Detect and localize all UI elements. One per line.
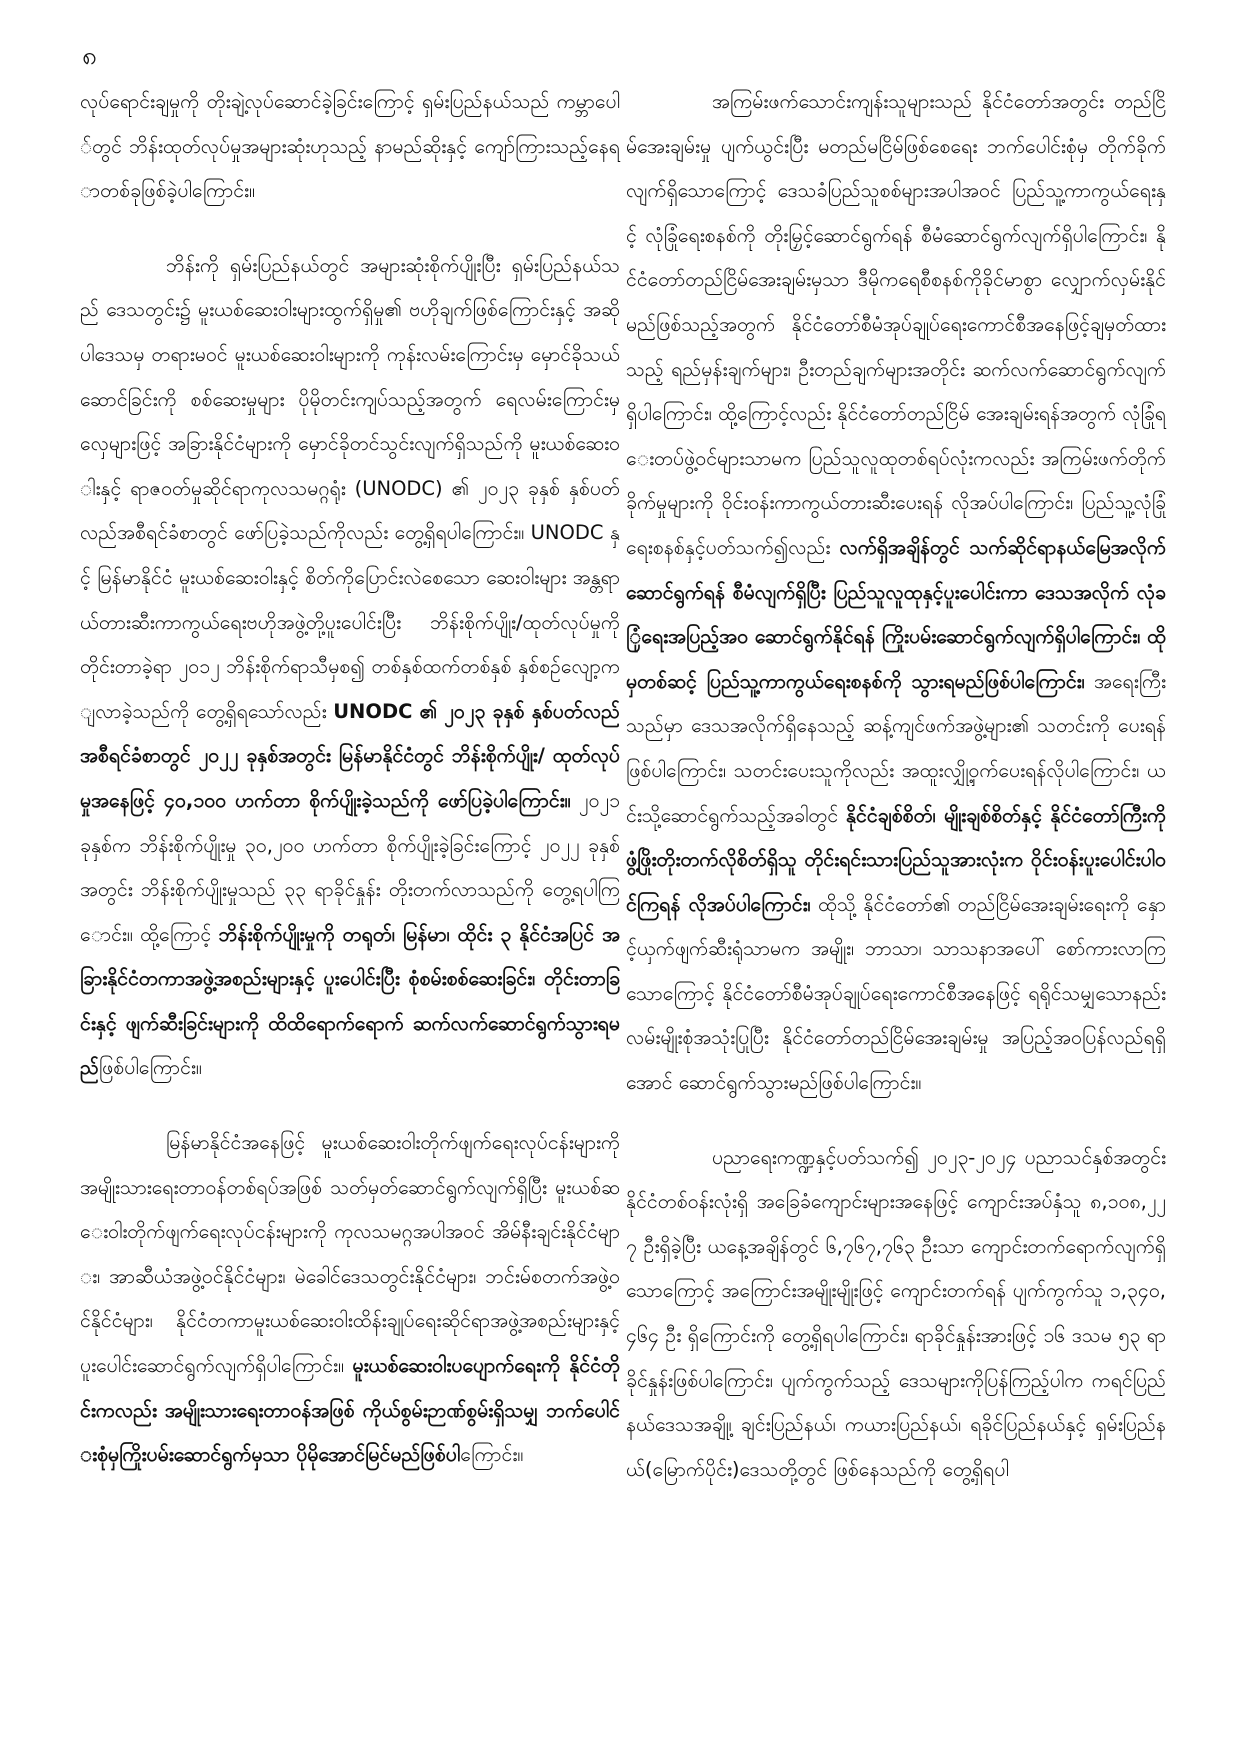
text-run: ဖြစ်ပါကြောင်း။ <box>98 1056 202 1080</box>
text-run: ဘိန်းကို ရှမ်းပြည်နယ်တွင် အများဆုံးစိုက်ပျိုးပြီး ရှမ်းပြည်နယ်သည် ဒေသတွင်း၌ မူးယစ်ဆေးဝါးများထွက်ရှိမှု၏ ဗဟိုချက်ဖြစ်ကြောင်းနှင့် အဆိုပါဒေသမှ တရားမဝင် မူးယစ်ဆေးဝါးများကို ကုန်းလမ်းကြောင်းမှ မှောင်ခိုသယ်ဆောင်ခြင်းကို စစ်ဆေးမှုများ ပိုမိုတင်းကျပ်သည့်အတွက် ရေလမ်းကြောင်းမှ လှေများဖြင့် အခြားနိုင်ငံများကို မှောင်ခိုတင်သွင်းလျက်ရှိသည်ကို မူးယစ်ဆေးဝါးနှင့် ရာဇဝတ်မှုဆိုင်ရာကုလသမဂ္ဂရုံး (UNODC) ၏ ၂၀၂၃ ခုနှစ် နှစ်ပတ်လည်အစီရင်ခံစာတွင် ဖော်ပြခဲ့သည်ကိုလည်း တွေ့ရှိရပါကြောင်း။ UNODC နှင့် မြန်မာနိုင်ငံ မူးယစ်ဆေးဝါးနှင့် စိတ်ကိုပြောင်းလဲစေသော ဆေးဝါးများ အန္တရာယ်တားဆီးကာကွယ်ရေးဗဟိုအဖွဲ့တို့ပူးပေါင်းပြီး ဘိန်းစိုက်ပျိုး/ထုတ်လုပ်မှုကို တိုင်းတာခဲ့ရာ ၂၀၁၂ ဘိန်းစိုက်ရာသီမှစ၍ တစ်နှစ်ထက်တစ်နှစ် နှစ်စဉ်လျော့ကျလာခဲ့သည်ကို တွေ့ရှိရသော်လည်း <box>80 253 620 723</box>
left-para-1 <box>80 80 620 214</box>
text-run: ၂၀၂၁ ခုနှစ်က ဘိန်းစိုက်ပျိုးမှု ၃၀,၂၀၀ ဟက်တာ စိုက်ပျိုးခဲ့ခြင်းကြောင့် ၂၀၂၂ ခုနှစ်အတွင်း ဘိန်းစိုက်ပျိုးမှုသည် ၃၃ ရာခိုင်နှုန်း တိုးတက်လာသည်ကို တွေ့ရပါကြောင်း။ ထို့ကြောင့် <box>80 788 620 946</box>
text-run-bold: မူးယစ်ဆေးဝါးပပျောက်ရေးကို နိုင်ငံတိုင်းကလည်း အမျိုးသားရေးတာဝန်အဖြစ် ကိုယ်စွမ်းဉာဏ်စွမ်းရှိသမျှ ဘက်ပေါင်းစုံမှကြိုးပမ်းဆောင်ရွက်မှသာ ပိုမိုအောင်မြင်မည်ဖြစ်ပါ <box>80 1354 621 1467</box>
right-para-2 <box>626 1136 1166 1493</box>
text-run-bold: UNODC ၏ ၂၀၂၃ ခုနှစ် နှစ်ပတ်လည်အစီရင်ခံစာတွင် ၂၀၂၂ ခုနှစ်အတွင်း မြန်မာနိုင်ငံတွင် ဘိန်းစိုက်ပျိုး/ ထုတ်လုပ်မှုအနေဖြင့် ၄၀,၁၀၀ ဟက်တာ စိုက်ပျိုးခဲ့သည်ကို ဖော်ပြခဲ့ပါကြောင်း။ <box>80 699 620 812</box>
text-run-bold: လက်ရှိအချိန်တွင် သက်ဆိုင်ရာနယ်မြေအလိုက်ဆောင်ရွက်ရန် စီမံလျက်ရှိပြီး ပြည်သူလူထုနှင့်ပူးပေါင်းကာ ဒေသအလိုက် လုံခြုံရေးအပြည့်အဝ ဆောင်ရွက်နိုင်ရန် ကြိုးပမ်းဆောင်ရွက်လျက်ရှိပါကြောင်း၊ ထိုမှတစ်ဆင့် ပြည်သူ့ကာကွယ်ရေးစနစ်ကို သွားရမည်ဖြစ်ပါကြောင်း၊ <box>626 535 1166 693</box>
right-column <box>626 80 1166 1492</box>
text-run: လုပ်ရောင်းချမှုကို တိုးချဲ့လုပ်ဆောင်ခဲ့ခြင်းကြောင့် ရှမ်းပြည်နယ်သည် ကမ္ဘာပေါ်တွင် ဘိန်းထုတ်လုပ်မှုအများဆုံးဟုသည့် နာမည်ဆိုးနှင့် ကျော်ကြားသည့်နေရာတစ်ခုဖြစ်ခဲ့ပါကြောင်း။ <box>80 90 620 203</box>
text-run: ကြောင်း။ <box>460 1443 524 1467</box>
text-run: အကြမ်းဖက်သောင်းကျန်းသူများသည် နိုင်ငံတော်အတွင်း တည်ငြိမ်အေးချမ်းမှု ပျက်ယွင်းပြီး မတည်မငြိမ်ဖြစ်စေရေး ဘက်ပေါင်းစုံမှ တိုက်ခိုက်လျက်ရှိသောကြောင့် ဒေသခံပြည်သူစစ်များအပါအဝင် ပြည်သူ့ကာကွယ်ရေးနှင့် လုံခြုံရေးစနစ်ကို တိုးမြှင့်ဆောင်ရွက်ရန် စီမံဆောင်ရွက်လျက်ရှိပါကြောင်း၊ နိုင်ငံတော်တည်ငြိမ်အေးချမ်းမှသာ ဒီမိုကရေစီစနစ်ကိုခိုင်မာစွာ လျှောက်လှမ်းနိုင်မည်ဖြစ်သည့်အတွက် နိုင်ငံတော်စီမံအုပ်ချုပ်ရေးကောင်စီအနေဖြင့်ချမှတ်ထားသည့် ရည်မှန်းချက်များ၊ ဦးတည်ချက်များအတိုင်း ဆက်လက်ဆောင်ရွက်လျက်ရှိပါကြောင်း၊ ထို့ကြောင့်လည်း နိုင်ငံတော်တည်ငြိမ် အေးချမ်းရန်အတွက် လုံခြုံရေးတပ်ဖွဲ့ဝင်များသာမက ပြည်သူလူထုတစ်ရပ်လုံးကလည်း အကြမ်းဖက်တိုက်ခိုက်မှုများကို ဝိုင်းဝန်းကာကွယ်တားဆီးပေးရန် လိုအပ်ပါကြောင်း၊ ပြည်သူ့လုံခြုံရေးစနစ်နှင့်ပတ်သက်၍လည်း <box>626 90 1166 559</box>
text-run: ထိုသို့ နိုင်ငံတော်၏ တည်ငြိမ်အေးချမ်းရေးကို နှောင့်ယှက်ဖျက်ဆီးရုံသာမက အမျိုး၊ ဘာသာ၊ သာသနာအပေါ် စော်ကားလာကြသောကြောင့် နိုင်ငံတော်စီမံအုပ်ချုပ်ရေးကောင်စီအနေဖြင့် ရရိုင်သမျှသောနည်းလမ်းမျိုးစုံအသုံးပြုပြီး နိုင်ငံတော်တည်ငြိမ်အေးချမ်းမှု အပြည့်အဝပြန်လည်ရရှိအောင် ဆောင်ရွက်သွားမည်ဖြစ်ပါကြောင်း။ <box>626 892 1166 1095</box>
left-column <box>80 80 620 1478</box>
left-para-2 <box>80 244 620 1091</box>
text-run: ပညာရေးကဏ္ဍနှင့်ပတ်သက်၍ ၂၀၂၃-၂၀၂၄ ပညာသင်နှစ်အတွင်း နိုင်ငံတစ်ဝန်းလုံးရှိ အခြေခံကျောင်းများအနေဖြင့် ကျောင်းအပ်နှံသူ ၈,၁၀၈,၂၂၇ ဦးရှိခဲ့ပြီး ယနေ့အချိန်တွင် ၆,၇၆၇,၇၆၃ ဦးသာ ကျောင်းတက်ရောက်လျက်ရှိသောကြောင့် အကြောင်းအမျိုးမျိုးဖြင့် ကျောင်းတက်ရန် ပျက်ကွက်သူ ၁,၃၄၀,၄၆၄ ဦး ရှိကြောင်းကို တွေ့ရှိရပါကြောင်း၊ ရာခိုင်နှုန်းအားဖြင့် ၁၆ ဒသမ ၅၃ ရာခိုင်နှုန်းဖြစ်ပါကြောင်း၊ ပျက်ကွက်သည့် ဒေသများကိုပြန်ကြည့်ပါက ကရင်ပြည်နယ်ဒေသအချို့၊ ချင်းပြည်နယ်၊ ကယားပြည်နယ်၊ ရခိုင်ပြည်နယ်နှင့် ရှမ်းပြည်နယ်(မြောက်ပိုင်း)ဒေသတို့တွင် ဖြစ်နေသည်ကို တွေ့ရှိရပါ <box>626 1145 1166 1481</box>
text-run: မြန်မာနိုင်ငံအနေဖြင့် မူးယစ်ဆေးဝါးတိုက်ဖျက်ရေးလုပ်ငန်းများကို အမျိုးသားရေးတာဝန်တစ်ရပ်အဖြစ် သတ်မှတ်ဆောင်ရွက်လျက်ရှိပြီး မူးယစ်ဆေးဝါးတိုက်ဖျက်ရေးလုပ်ငန်းများကို ကုလသမဂ္ဂအပါအဝင် အိမ်နီးချင်းနိုင်ငံများ၊ အာဆီယံအဖွဲ့ဝင်နိုင်ငံများ၊ မဲခေါင်ဒေသတွင်းနိုင်ငံများ၊ ဘင်းမ်စတက်အဖွဲ့ဝင်နိုင်ငံများ၊ နိုင်ငံတကာမူးယစ်ဆေးဝါးထိန်းချုပ်ရေးဆိုင်ရာအဖွဲ့အစည်းများနှင့် ပူးပေါင်းဆောင်ရွက်လျက်ရှိပါကြောင်း။ <box>80 1131 620 1378</box>
left-para-3 <box>80 1121 620 1478</box>
text-run: အရေးကြီးသည်မှာ ဒေသအလိုက်ရှိနေသည့် ဆန့်ကျင်ဖက်အဖွဲ့များ၏ သတင်းကို ပေးရန်ဖြစ်ပါကြောင်း၊ သတင်းပေးသူကိုလည်း အထူးလျှို့ဝှက်ပေးရန်လိုပါကြောင်း၊ ယင်းသို့ဆောင်ရွက်သည့်အခါတွင် <box>626 669 1166 827</box>
right-para-1 <box>626 80 1166 1106</box>
text-run-bold: ဘိန်းစိုက်ပျိုးမှုကို တရုတ်၊ မြန်မာ၊ ထိုင်း ၃ နိုင်ငံအပြင် အခြားနိုင်ငံတကာအဖွဲ့အစည်းများနှင့် ပူးပေါင်းပြီး စုံစမ်းစစ်ဆေးခြင်း၊ တိုင်းတာခြင်းနှင့် ဖျက်ဆီးခြင်းများကို ထိထိရောက်ရောက် ဆက်လက်ဆောင်ရွက်သွားရမည် <box>80 922 620 1080</box>
page-number: ၈ <box>82 41 97 71</box>
text-run-bold: နိုင်ငံချစ်စိတ်၊ မျိုးချစ်စိတ်နှင့် နိုင်ငံတော်ကြီးကို ဖွံ့ဖြိုးတိုးတက်လိုစိတ်ရှိသူ တိုင်းရင်းသားပြည်သူအားလုံးက ဝိုင်းဝန်းပူးပေါင်းပါဝင်ကြရန် လိုအပ်ပါကြောင်း၊ <box>626 803 1167 916</box>
